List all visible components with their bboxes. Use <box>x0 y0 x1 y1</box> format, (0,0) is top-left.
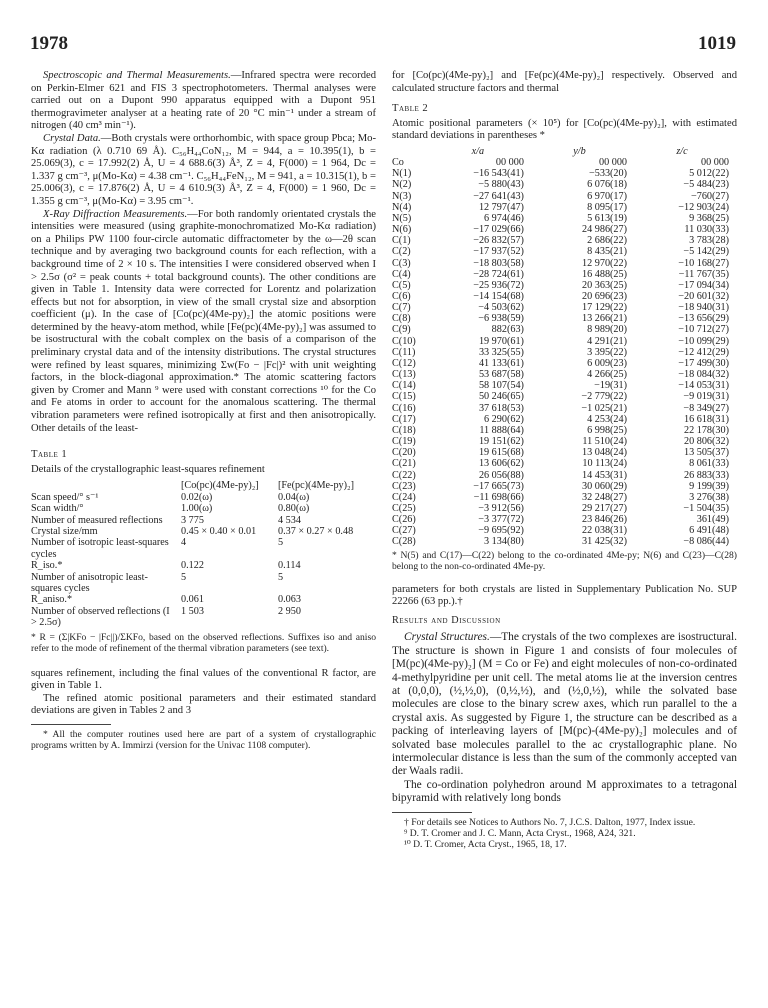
table-2-coord: 12 797(47) <box>478 201 524 213</box>
table-2-coord: 00 000 <box>700 157 729 169</box>
table-2-coord: −12 412(29) <box>678 346 729 358</box>
table-2-coord: 19 615(68) <box>478 447 524 459</box>
footnote-dagger: † For details see Notices to Authors No. 7, J.C.S. Dalton, 1977, Index issue. <box>404 816 696 828</box>
table-2-atom: C(7) <box>392 302 411 314</box>
table-2-coord: 26 056(88) <box>478 469 524 481</box>
table-1-cell-fe: 0.114 <box>278 560 301 572</box>
footnote-9: ⁹ D. T. Cromer and J. C. Mann, Acta Cryst., 1968, A24, 321. <box>404 827 636 839</box>
table-2-coord: −1 025(21) <box>581 402 628 414</box>
table-1-cell-fe: 0.04(ω) <box>278 491 310 503</box>
table-2-coord: −10 168(27) <box>678 257 729 269</box>
paragraph-crystal-structures <box>392 631 737 778</box>
table-2-row <box>392 269 737 280</box>
table-2-coord: 11 510(24) <box>582 436 628 448</box>
table-1-cell-fe: 2 950 <box>278 605 301 617</box>
table-2-atom: N(5) <box>392 212 412 224</box>
table-2-coord: 31 425(32) <box>582 536 628 548</box>
table-2-row <box>392 313 737 324</box>
table-2-coord: 3 134(80) <box>484 536 524 548</box>
table-1-row <box>31 560 376 571</box>
table-2-row <box>392 470 737 481</box>
table-2-row <box>392 280 737 291</box>
footnote-computer: * All the computer routines used here are part of a system of crystallographic programs written by A. Immirzi (version for the Univac 1108 computer). <box>31 729 376 752</box>
table-1-cell-label: Number of observed reflections (I > 2.5σ) <box>31 605 170 629</box>
table-2-row <box>392 179 737 190</box>
table-2-coord: 13 266(21) <box>582 313 628 325</box>
table-2-coord: 00 000 <box>495 157 524 169</box>
table-2-atom: N(2) <box>392 179 412 191</box>
table-2-coord: −3 377(72) <box>478 514 524 526</box>
table-2-coord: 8 435(21) <box>587 246 628 258</box>
table-2-row <box>392 246 737 257</box>
table-2-coord: 10 113(24) <box>582 458 628 470</box>
table-2-coord: 3 395(22) <box>587 346 628 358</box>
table-2-atom: Co <box>392 157 404 169</box>
table-1-cell-fe: 5 <box>278 537 284 549</box>
table-2-atom: N(6) <box>392 224 412 236</box>
table-2-coord: −4 503(62) <box>478 302 524 314</box>
table-2-atom: C(28) <box>392 536 416 548</box>
table-2-coord: 4 253(24) <box>587 413 628 425</box>
table-2-row <box>392 536 737 547</box>
left-column <box>31 70 376 751</box>
table-2-coord: 6 076(18) <box>587 179 628 191</box>
table-2-coord: 26 883(33) <box>684 469 729 481</box>
table-2-atom: C(20) <box>392 447 416 459</box>
table-2-coord: −5 484(23) <box>683 179 729 191</box>
table-2-coord: 11 888(64) <box>479 424 524 436</box>
paragraph-supplementary: parameters for both crystals are listed in Supplementary Publication No. SUP 22266 (63 pp.).† <box>392 583 737 608</box>
heading-crystal-structures: Crystal Structures. <box>404 631 490 644</box>
table-2-atom: C(16) <box>392 402 416 414</box>
table-2-coord: −11 767(35) <box>678 268 729 280</box>
table-2-coord: 33 325(55) <box>478 346 524 358</box>
table-1-cell-co: 1 503 <box>181 605 204 617</box>
page-number-left: 1978 <box>30 33 68 54</box>
table-2-coord: 16 488(25) <box>582 268 628 280</box>
table-1-row <box>31 526 376 537</box>
table-2-coord: 30 060(29) <box>582 480 628 492</box>
table-2-coord: 23 846(26) <box>582 514 628 526</box>
table-2-header-cell: x/a <box>471 145 485 157</box>
right-column <box>392 70 737 850</box>
table-2-coord: −14 053(31) <box>678 380 729 392</box>
table-2-coord: −20 601(32) <box>678 291 729 302</box>
table-2-coord: −760(27) <box>691 190 729 202</box>
table-2-coord: 24 986(27) <box>582 224 628 236</box>
table-2-row <box>392 414 737 425</box>
table-2-header-cell: z/c <box>676 145 688 157</box>
table-1-cell-label: Number of anisotropic least-squares cycles <box>31 571 148 595</box>
table-1-cell-label: Scan speed/° s⁻¹ <box>31 491 99 503</box>
table-2-coord: 9 368(25) <box>689 212 729 224</box>
table-1-cell-label: Scan width/° <box>31 503 84 515</box>
table-1-header-row <box>31 480 376 491</box>
table-1-grid <box>31 480 376 628</box>
table-1-cell-co: 3 775 <box>181 514 204 526</box>
table-2-coord: −17 029(66) <box>473 224 524 236</box>
table-2-coord: 13 505(37) <box>684 447 729 459</box>
table-1-cell-co: 5 <box>181 571 187 583</box>
text-crystal-structures: —The crystals of the two complexes are isostructural. The structure is shown in Figure 1 and consists of four molecules of [M(pc)(4Me-py)₂] (M = Co or Fe) and eight molecules of non-co-ordinated 4-methylpyridine per unit cell. The metal atoms lie at the inversion centres at (0,0,0), (½,½,0), (0,½,½), and (½,0,½), while the solvated base molecules are close to the binary screw axes, which run parallel to the a crystal axis. As suggested by Figure 1, the structure can be described as a packing of interleaving layers of [M(pc)-(4Me-py)₂] molecules and of solvated base molecules parallel to the ac crystallographic plane. No intermolecular distance is less than the sum of the commonly accepted van der Waals radii. <box>392 631 737 778</box>
table-2-row <box>392 492 737 503</box>
table-2-coord: 50 246(65) <box>478 391 524 403</box>
table-2-header-cell <box>392 146 432 157</box>
table-2-atom: C(18) <box>392 424 416 436</box>
table-2-coord: 4 291(21) <box>587 335 628 347</box>
table-1-cell-label: Number of measured reflections <box>31 514 163 526</box>
table-2-row <box>392 403 737 414</box>
table-2-row <box>392 458 737 469</box>
section-heading: Results and Discussion <box>392 614 501 626</box>
table-2-atom: C(24) <box>392 491 416 503</box>
page-number-right: 1019 <box>698 33 736 54</box>
table-2-coord: 58 107(54) <box>478 380 524 392</box>
table-2-coord: 14 453(31) <box>582 469 628 481</box>
table-2-atom: C(5) <box>392 279 411 291</box>
text-crystal-data: —Both crystals were orthorhombic, with space group Pbca; Mo-Kα radiation (λ 0.710 69 Å). C₅₆H₄₄CoN₁₂, M = 944, a = 10.395(1), b = 25.069(3), c = 17.992(2) Å, U = 4 688.6(3) Å³, Z = 4, F(000) = 1 964, Dc = 1.337 g cm⁻³, μ(Mo-Kα) = 4.38 cm⁻¹. C₅₆H₄₄FeN₁₂, M = 941, a = 10.315(1), b = 25.006(3), c = 17.876(2) Å, U = 4 610.9(3) Å³, Z = 4, F(000) = 1 960, Dc = 1.355 g cm⁻³, μ(Mo-Kα) = 3.95 cm⁻¹. <box>31 132 376 207</box>
table-1-label: Table 1 <box>31 449 68 461</box>
table-2-row <box>392 380 737 391</box>
table-2-row <box>392 425 737 436</box>
table-1-cell-co: 0.45 × 0.40 × 0.01 <box>181 526 257 538</box>
table-2-coord: −10 712(27) <box>678 324 729 336</box>
table-2-atom: C(4) <box>392 268 411 280</box>
table-2-coord: 8 989(20) <box>587 324 628 336</box>
table-2-row <box>392 369 737 380</box>
table-2-coord: 00 000 <box>599 157 628 169</box>
table-1-cell-co: 1.00(ω) <box>181 503 213 515</box>
footnote-10: ¹⁰ D. T. Cromer, Acta Cryst., 1965, 18, 17. <box>404 838 567 850</box>
table-2-coord: 19 151(62) <box>478 436 524 448</box>
table-2-coord: 5 012(22) <box>689 168 729 180</box>
table-2-coord: −18 084(32) <box>678 369 729 381</box>
table-2-coord: 17 129(22) <box>582 302 628 314</box>
paragraph-least-squares: squares refinement, including the final values of the conventional R factor, are given in Table 1. <box>31 667 376 692</box>
table-2-atom: C(9) <box>392 324 411 336</box>
table-2-atom: C(12) <box>392 357 416 369</box>
table-2-row <box>392 302 737 313</box>
table-2-row <box>392 347 737 358</box>
table-2-coord: −5 880(43) <box>478 179 524 191</box>
table-2-row <box>392 391 737 402</box>
download-notice <box>0 200 10 720</box>
table-2-atom: C(10) <box>392 335 416 347</box>
table-2-row <box>392 358 737 369</box>
paragraph-xray <box>31 209 376 436</box>
table-2-coord: 6 491(48) <box>689 525 729 537</box>
table-2-row <box>392 503 737 514</box>
paragraph-crystal-data <box>31 133 376 209</box>
table-2-row <box>392 336 737 347</box>
text-xray: —For both randomly orientated crystals the intensities were measured (using graphite-monochromatized Mo-Kα radiation) on a Philips PW 1100 four-circle automatic diffractometer by the ω—2θ scan technique and by averaging two background counts for each reflection, with a background time of 2 × 10 s. The intensities I were considered observed when I > 2.5σ (σ² = peak counts + total background counts). The other conditions are given in Table 1. Intensity data were corrected for Lorentz and polarization effects but not for absorption, in view of the small crystal size and absorption coefficient (μ). In the case of [Co(pc)(4Me-py)₂] the atomic positions were determined by the heavy-atom method, while [Fe(pc)(4Me-py)₂] was assumed to be isostructural with the cobalt complex on the basis of a comparison of the preliminary crystal data and of the intensity distributions. The crystal structures were refined by least squares, minimizing Σw(Fo − |Fc|)² with unit weighting factors, in the block-diagonal approximation.* The atomic scattering factors given by Cromer and Mann ⁹ were used with constant corrections ¹⁰ for the Co and Fe atoms in order to account for the anomalous scattering. The thermal vibration parameters were refined isotropically at first and then anisotropically. Other details of the least- <box>31 208 376 434</box>
table-2-atom: C(21) <box>392 458 416 470</box>
table-1-row <box>31 492 376 503</box>
table-2-coord: 20 806(32) <box>684 436 729 448</box>
table-1-cell-fe: 0.063 <box>278 594 301 606</box>
table-1-cell-co: 4 <box>181 537 187 549</box>
table-2-atom: C(27) <box>392 525 416 537</box>
table-2 <box>392 103 737 571</box>
table-2-row <box>392 447 737 458</box>
table-2-coord: 3 783(28) <box>689 235 729 247</box>
table-2-atom: C(1) <box>392 235 411 247</box>
table-2-label: Table 2 <box>392 103 429 115</box>
table-2-coord: 19 970(61) <box>478 335 524 347</box>
table-2-coord: 29 217(27) <box>582 502 628 514</box>
table-2-coord: −25 936(72) <box>473 279 524 291</box>
table-2-coord: −9 695(92) <box>478 525 524 537</box>
table-2-coord: −16 543(41) <box>473 168 524 180</box>
table-2-atom: C(22) <box>392 469 416 481</box>
table-2-coord: −11 698(66) <box>473 491 524 503</box>
table-2-coord: −2 779(22) <box>581 391 628 403</box>
heading-crystal-data: Crystal Data. <box>43 132 101 144</box>
table-2-coord: 6 290(62) <box>484 413 524 425</box>
table-2-coord: 37 618(53) <box>478 402 524 414</box>
table-2-row <box>392 202 737 213</box>
table-1-cell-co: 0.02(ω) <box>181 491 213 503</box>
table-2-coord: 20 696(23) <box>582 291 628 302</box>
table-2-coord: −18 940(31) <box>678 302 729 314</box>
table-2-atom: C(14) <box>392 380 416 392</box>
table-2-coord: 4 266(25) <box>587 369 628 381</box>
table-1-row <box>31 515 376 526</box>
table-1-cell-fe: 0.37 × 0.27 × 0.48 <box>278 526 354 538</box>
table-2-atom: C(26) <box>392 514 416 526</box>
table-1-cell-co: 0.061 <box>181 594 204 606</box>
text-spectroscopic: —Infrared spectra were recorded on Perkin-Elmer 621 and FIS 3 spectrophotometers. Thermal analyses were carried out on a Dupont 990 apparatus equipped with a Dupont 951 thermogravimeter analyser at a heating rate of 20 °C min⁻¹ under a stream of nitrogen (40 cm³ min⁻¹). <box>31 70 376 132</box>
table-2-atom: C(15) <box>392 391 416 403</box>
table-2-coord: −9 019(31) <box>683 391 729 403</box>
table-2-row <box>392 258 737 269</box>
table-2-atom: C(23) <box>392 480 416 492</box>
table-2-grid <box>392 146 737 548</box>
table-2-caption: Atomic positional parameters (× 10⁵) for [Co(pc)(4Me-py)₂], with estimated standard deviations in parentheses * <box>392 117 737 142</box>
table-2-atom: C(17) <box>392 413 416 425</box>
table-2-row <box>392 291 737 302</box>
table-2-coord: −17 937(52) <box>473 246 524 258</box>
table-1-cell-fe: 4 534 <box>278 514 301 526</box>
table-2-coord: 20 363(25) <box>582 279 628 291</box>
table-2-atom: C(8) <box>392 313 411 325</box>
table-1-caption: Details of the crystallographic least-squares refinement <box>31 463 265 475</box>
table-2-coord: 12 970(22) <box>582 257 628 269</box>
table-2-coord: 882(63) <box>491 324 524 336</box>
paragraph-refined: The refined atomic positional parameters and their estimated standard deviations are given in Tables 2 and 3 <box>31 692 376 717</box>
table-2-coord: 13 606(62) <box>478 458 524 470</box>
table-1-footnote: * R = (Σ|KFo − |Fc||)/ΣKFo, based on the observed reflections. Suffixes iso and aniso refer to the mode of refinement of the thermal vibration parameters (see text). <box>31 631 376 654</box>
table-2-row <box>392 514 737 525</box>
paragraph-coordination: The co-ordination polyhedron around M approximates to a tetragonal bipyramid with relatively long bonds <box>392 778 737 805</box>
paragraph-spectroscopic <box>31 70 376 133</box>
table-2-atom: C(6) <box>392 291 411 302</box>
table-1-col-fe: [Fe(pc)(4Me-py)₂] <box>278 480 354 492</box>
table-1-row <box>31 606 376 629</box>
table-2-coord: −18 803(58) <box>473 257 524 269</box>
table-2-coord: −14 154(68) <box>473 291 524 302</box>
table-2-atom: C(2) <box>392 246 411 258</box>
table-2-coord: −28 724(61) <box>473 268 524 280</box>
table-2-coord: 53 687(58) <box>478 369 524 381</box>
table-2-coord: −6 938(59) <box>478 313 524 325</box>
table-2-atom: C(19) <box>392 436 416 448</box>
table-2-coord: 41 133(61) <box>478 357 524 369</box>
table-2-coord: 6 974(46) <box>484 212 524 224</box>
table-2-atom: C(25) <box>392 502 416 514</box>
paragraph-continued: for [Co(pc)(4Me-py)₂] and [Fe(pc)(4Me-py)₂] respectively. Observed and calculated structure factors and thermal <box>392 70 737 94</box>
table-1-cell-fe: 0.80(ω) <box>278 503 310 515</box>
table-2-row <box>392 168 737 179</box>
table-2-row <box>392 324 737 335</box>
footnote-rule <box>31 724 111 725</box>
table-2-coord: 6 970(17) <box>587 190 628 202</box>
table-2-coord: 3 276(38) <box>689 491 729 503</box>
table-2-coord: 2 686(22) <box>587 235 628 247</box>
table-2-atom: N(4) <box>392 201 412 213</box>
table-1-cell-label: R_aniso.* <box>31 594 73 606</box>
table-2-coord: −12 903(24) <box>678 201 729 213</box>
table-2-row <box>392 213 737 224</box>
table-1-row <box>31 503 376 514</box>
table-2-atom: N(3) <box>392 190 412 202</box>
table-2-coord: 8 095(17) <box>587 201 628 213</box>
table-2-coord: −5 142(29) <box>683 246 729 258</box>
table-2-coord: −533(20) <box>589 168 628 180</box>
table-2-coord: −19(31) <box>594 380 628 392</box>
table-2-coord: −8 349(27) <box>683 402 729 414</box>
table-2-coord: 13 048(24) <box>582 447 628 459</box>
table-2-row <box>392 191 737 202</box>
table-2-row <box>392 481 737 492</box>
table-2-coord: 5 613(19) <box>587 212 628 224</box>
table-2-row <box>392 525 737 536</box>
table-2-coord: 6 998(25) <box>587 424 628 436</box>
table-2-coord: −1 504(35) <box>683 502 729 514</box>
table-2-coord: −8 086(44) <box>683 536 729 548</box>
table-2-atom: C(11) <box>392 346 416 358</box>
table-1-row <box>31 572 376 595</box>
heading-xray: X-Ray Diffraction Measurements. <box>43 208 188 220</box>
table-2-coord: 9 199(39) <box>689 480 729 492</box>
table-1-cell-fe: 5 <box>278 571 284 583</box>
table-2-coord: 361(49) <box>696 514 729 526</box>
table-1-row <box>31 537 376 560</box>
table-2-row <box>392 436 737 447</box>
table-2-coord: 16 618(31) <box>684 413 729 425</box>
table-2-coord: −13 656(29) <box>678 313 729 325</box>
table-2-coord: −3 912(56) <box>478 502 524 514</box>
table-2-coord: 22 178(30) <box>684 424 729 436</box>
table-2-coord: 32 248(27) <box>582 491 628 503</box>
table-1-cell-co: 0.122 <box>181 560 204 572</box>
table-2-coord: 22 038(31) <box>582 525 628 537</box>
table-2-coord: 8 061(33) <box>689 458 729 470</box>
table-2-coord: −17 094(34) <box>678 279 729 291</box>
table-2-coord: 11 030(33) <box>684 224 729 236</box>
table-2-coord: −26 832(57) <box>473 235 524 247</box>
table-2-row <box>392 224 737 235</box>
table-2-coord: 6 009(23) <box>587 357 628 369</box>
table-2-header-cell: y/b <box>573 145 586 157</box>
table-2-row <box>392 235 737 246</box>
table-1-cell-label: Number of isotropic least-squares cycles <box>31 537 169 560</box>
heading-spectroscopic: Spectroscopic and Thermal Measurements. <box>43 70 231 81</box>
table-2-footnote: * N(5) and C(17)—C(22) belong to the co-ordinated 4Me-py; N(6) and C(23)—C(28) belong to the non-co-ordinated 4Me-py. <box>392 549 737 572</box>
table-2-coord: −27 641(43) <box>473 190 524 202</box>
table-2-atom: N(1) <box>392 168 412 180</box>
table-2-atom: C(3) <box>392 257 411 269</box>
table-2-coord: −10 099(29) <box>678 335 729 347</box>
table-2-row <box>392 157 737 168</box>
table-2-coord: −17 665(73) <box>473 480 524 492</box>
table-2-coord: −17 499(30) <box>678 357 729 369</box>
table-1-cell-label: R_iso.* <box>31 560 63 572</box>
table-1-col-co: [Co(pc)(4Me-py)₂] <box>181 480 259 492</box>
table-1 <box>31 449 376 653</box>
table-1-row <box>31 594 376 605</box>
footnote-rule-right <box>392 812 472 813</box>
table-2-header-row <box>392 146 737 157</box>
table-2-atom: C(13) <box>392 369 416 381</box>
table-1-cell-label: Crystal size/mm <box>31 526 98 538</box>
